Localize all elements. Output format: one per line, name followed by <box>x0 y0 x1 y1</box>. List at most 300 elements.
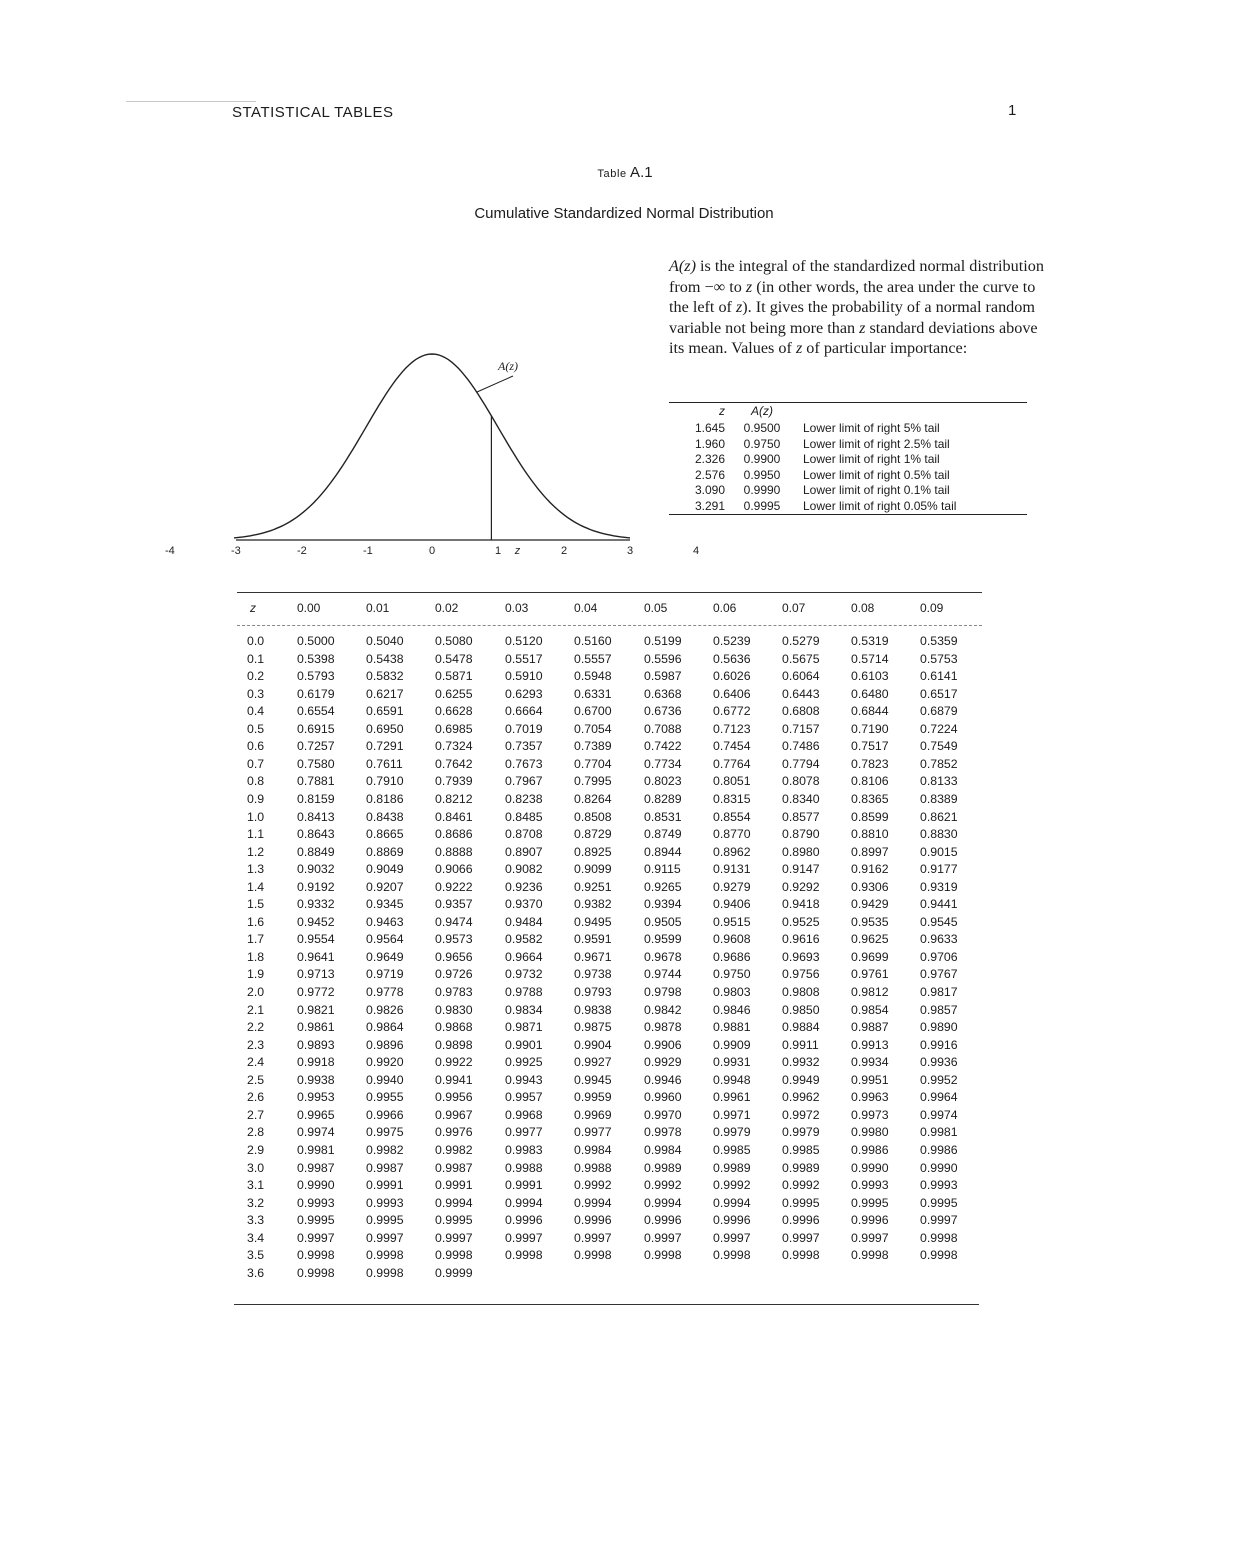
table-cell: 0.9525 <box>782 914 820 929</box>
table-cell: 0.9996 <box>505 1213 543 1228</box>
table-cell: 0.9649 <box>366 949 404 964</box>
table-cell: 0.7257 <box>297 739 335 754</box>
table-cell: 0.9793 <box>574 985 612 999</box>
table-cell: 0.9992 <box>713 1178 751 1193</box>
table-cell: 0.9997 <box>851 1230 889 1245</box>
table-cell: 0.8599 <box>851 809 889 824</box>
table-cell: 0.8264 <box>574 791 612 806</box>
important-a-value: 0.9990 <box>743 483 781 497</box>
row-z-value: 1.5 <box>247 897 265 912</box>
table-cell: 0.8749 <box>644 827 682 842</box>
column-header: 0.01 <box>366 601 390 615</box>
table-cell: 0.5675 <box>782 651 820 666</box>
row-z-value: 0.6 <box>247 739 265 754</box>
table-cell: 0.7642 <box>435 756 473 771</box>
table-cell: 0.9015 <box>920 844 958 859</box>
table-cell: 0.9082 <box>505 862 543 877</box>
table-cell: 0.9998 <box>920 1248 958 1263</box>
table-cell: 0.6103 <box>851 669 889 684</box>
table-cell: 0.9812 <box>851 985 889 999</box>
table-cell: 0.7611 <box>366 756 403 771</box>
table-cell: 0.9943 <box>505 1072 543 1087</box>
table-cell: 0.9998 <box>297 1265 335 1280</box>
row-z-value: 3.1 <box>247 1178 265 1193</box>
table-cell: 0.9292 <box>782 879 820 894</box>
table-cell: 0.9505 <box>644 914 682 929</box>
table-cell: 0.9750 <box>713 967 751 982</box>
table-cell: 0.8554 <box>713 809 751 824</box>
important-values-table <box>669 402 1027 515</box>
table-cell: 0.9582 <box>505 932 543 947</box>
table-cell: 0.9998 <box>644 1248 682 1263</box>
table-cell: 0.9925 <box>505 1055 543 1070</box>
table-cell: 0.7157 <box>782 721 820 736</box>
table-cell: 0.9989 <box>713 1160 751 1175</box>
running-header: STATISTICAL TABLES <box>232 104 394 121</box>
table-cell: 0.8413 <box>297 809 335 824</box>
axis-tick-label: 4 <box>693 545 700 557</box>
table-cell: 0.8365 <box>851 791 889 806</box>
table-cell: 0.9931 <box>713 1055 751 1070</box>
table-cell: 0.9599 <box>644 932 682 947</box>
desc-text-2: (in other words, the area under the curve to the left of <box>669 277 1036 317</box>
important-z-value: 1.645 <box>694 421 725 435</box>
important-a-value: 0.9750 <box>743 436 781 451</box>
table-cell: 0.9994 <box>505 1195 543 1210</box>
table-cell: 0.5832 <box>366 669 404 684</box>
important-z-value: 3.291 <box>669 499 731 515</box>
row-z-value: 2.2 <box>247 1020 265 1035</box>
table-cell: 0.7357 <box>505 739 543 754</box>
table-cell: 0.5279 <box>782 634 820 648</box>
important-value-note: Lower limit of right 5% tail <box>803 421 940 435</box>
table-cell: 0.9817 <box>920 985 958 999</box>
table-cell: 0.7704 <box>574 756 612 771</box>
table-cell: 0.9993 <box>297 1195 335 1210</box>
table-cell: 0.7422 <box>644 739 682 754</box>
table-cell: 0.6591 <box>366 704 404 719</box>
row-z-value: 2.9 <box>247 1142 265 1157</box>
desc-var-1: z <box>745 277 753 296</box>
table-cell: 0.9998 <box>851 1248 889 1263</box>
table-cell: 0.9998 <box>782 1248 820 1263</box>
table-cell: 0.5319 <box>851 634 889 648</box>
table-cell: 0.7823 <box>851 756 889 771</box>
table-cell: 0.9625 <box>851 932 889 947</box>
table-cell: 0.8980 <box>782 844 820 859</box>
table-cell: 0.7852 <box>920 756 958 771</box>
table-cell: 0.9452 <box>297 914 335 929</box>
table-cell: 0.9808 <box>782 985 820 999</box>
table-cell: 0.9495 <box>574 914 612 929</box>
table-cell: 0.9901 <box>505 1037 543 1052</box>
table-cell: 0.8869 <box>366 844 404 859</box>
table-cell: 0.9995 <box>297 1213 335 1228</box>
row-z-value: 0.0 <box>247 634 265 648</box>
column-header: 0.02 <box>435 601 459 615</box>
table-cell: 0.9778 <box>366 985 404 999</box>
table-cell: 0.9936 <box>920 1055 958 1070</box>
table-cell: 0.9564 <box>366 932 404 947</box>
table-cell: 0.9978 <box>644 1125 682 1140</box>
table-cell: 0.9686 <box>713 949 751 964</box>
table-cell: 0.9871 <box>505 1020 543 1035</box>
table-cell: 0.9993 <box>920 1178 958 1193</box>
table-cell: 0.8315 <box>713 791 751 806</box>
table-cell: 0.9990 <box>851 1160 889 1175</box>
desc-var-3: z <box>859 318 866 337</box>
table-cell: 0.9177 <box>920 862 958 877</box>
table-cell: 0.9861 <box>297 1020 335 1035</box>
table-cell: 0.9982 <box>435 1142 473 1157</box>
table-cell: 0.8944 <box>644 844 682 859</box>
row-z-value: 1.8 <box>247 949 265 964</box>
table-cell: 0.5478 <box>435 651 473 666</box>
table-cell: 0.9222 <box>435 879 473 894</box>
table-cell: 0.7517 <box>851 739 889 754</box>
table-cell: 0.9761 <box>851 967 889 982</box>
table-cell: 0.9948 <box>713 1072 751 1087</box>
table-cell: 0.6517 <box>920 686 958 701</box>
row-z-value: 3.6 <box>247 1265 265 1280</box>
table-cell: 0.9997 <box>782 1230 820 1245</box>
table-cell: 0.5910 <box>505 669 543 684</box>
table-cell: 0.9960 <box>644 1090 682 1105</box>
column-header: 0.08 <box>851 601 875 615</box>
axis-tick-label: 2 <box>561 545 568 557</box>
table-cell: 0.5120 <box>505 634 543 648</box>
row-z-value: 2.1 <box>247 1002 265 1017</box>
row-z-value: 1.1 <box>247 827 265 842</box>
table-cell: 0.9922 <box>435 1055 473 1070</box>
table-cell: 0.9854 <box>851 1002 889 1017</box>
table-cell: 0.8708 <box>505 827 543 842</box>
table-cell: 0.9991 <box>435 1178 473 1193</box>
table-cell: 0.7019 <box>505 721 543 736</box>
table-cell: 0.8888 <box>435 844 473 859</box>
table-cell: 0.8078 <box>782 774 820 789</box>
table-cell: 0.5596 <box>644 651 682 666</box>
row-z-value: 1.4 <box>247 879 265 894</box>
page-title: Cumulative Standardized Normal Distribution <box>474 205 774 222</box>
table-cell: 0.9726 <box>435 967 473 982</box>
table-cell: 0.9803 <box>713 985 751 999</box>
table-cell: 0.7454 <box>713 739 751 754</box>
table-cell: 0.9962 <box>782 1090 820 1105</box>
important-values-header <box>669 403 1027 422</box>
table-cell: 0.9382 <box>574 897 612 912</box>
table-cell: 0.9881 <box>713 1020 751 1035</box>
table-cell: 0.9545 <box>920 914 958 929</box>
important-value-note: Lower limit of right 0.1% tail <box>803 483 950 497</box>
row-z-value: 0.4 <box>247 704 265 719</box>
table-cell: 0.9441 <box>920 897 958 912</box>
table-cell: 0.9981 <box>920 1125 958 1140</box>
table-cell: 0.9974 <box>297 1125 335 1140</box>
table-top-rule <box>237 592 982 593</box>
table-cell: 0.9406 <box>713 897 751 912</box>
axis-tick-label: z <box>514 545 521 557</box>
table-cell: 0.9916 <box>920 1037 958 1052</box>
table-cell: 0.9990 <box>920 1160 958 1175</box>
table-cell: 0.9357 <box>435 897 473 912</box>
important-a-value: 0.9950 <box>743 467 781 482</box>
desc-var-4: z <box>795 339 803 358</box>
table-cell: 0.6368 <box>644 686 682 701</box>
table-cell: 0.6736 <box>644 704 682 719</box>
table-cell: 0.9994 <box>644 1195 682 1210</box>
table-cell: 0.9996 <box>574 1213 612 1228</box>
table-cell: 0.6879 <box>920 704 958 719</box>
table-cell: 0.9772 <box>297 985 335 999</box>
table-cell: 0.9032 <box>297 862 335 877</box>
table-cell: 0.9265 <box>644 879 682 894</box>
table-cell: 0.7939 <box>435 774 473 789</box>
header-z: z <box>669 403 731 422</box>
table-cell: 0.9906 <box>644 1037 682 1052</box>
table-cell: 0.9678 <box>644 949 682 964</box>
table-cell: 0.9997 <box>920 1213 958 1228</box>
table-cell: 0.9986 <box>851 1142 889 1157</box>
table-label-number: A.1 <box>626 164 653 181</box>
table-cell: 0.9994 <box>574 1195 612 1210</box>
normal-curve-figure <box>165 340 700 570</box>
table-cell: 0.9996 <box>644 1213 682 1228</box>
table-cell: 0.8508 <box>574 809 612 824</box>
table-cell: 0.8238 <box>505 791 543 806</box>
table-cell: 0.5199 <box>644 634 682 648</box>
description-paragraph <box>669 256 1044 359</box>
column-header: 0.09 <box>920 601 944 615</box>
table-cell: 0.9982 <box>366 1142 404 1157</box>
table-cell: 0.9535 <box>851 914 889 929</box>
table-cell: 0.9394 <box>644 897 682 912</box>
curve-label: A(z) <box>498 359 518 373</box>
table-cell: 0.5987 <box>644 669 682 684</box>
table-cell: 0.9099 <box>574 862 612 877</box>
table-cell: 0.9890 <box>920 1020 958 1035</box>
table-cell: 0.9893 <box>297 1037 335 1052</box>
table-cell: 0.8389 <box>920 791 958 806</box>
table-cell: 0.9940 <box>366 1072 404 1087</box>
table-cell: 0.7910 <box>366 774 404 789</box>
row-z-value: 0.7 <box>247 756 265 771</box>
table-cell: 0.6293 <box>505 686 543 701</box>
table-cell: 0.9997 <box>644 1230 682 1245</box>
row-z-value: 3.5 <box>247 1248 265 1263</box>
important-value-row <box>669 468 1027 484</box>
axis-tick-labels <box>165 545 699 557</box>
table-cell: 0.7291 <box>366 739 404 754</box>
table-cell: 0.7881 <box>297 774 335 789</box>
table-cell: 0.9875 <box>574 1020 612 1035</box>
row-z-value: 2.8 <box>247 1125 265 1140</box>
table-cell: 0.5040 <box>366 634 404 648</box>
table-cell: 0.9608 <box>713 932 751 947</box>
table-cell: 0.9207 <box>366 879 404 894</box>
table-cell: 0.9251 <box>574 879 612 894</box>
table-cell: 0.9131 <box>713 862 751 877</box>
table-cell: 0.8729 <box>574 827 612 842</box>
axis-tick-label: 1 <box>495 545 502 557</box>
table-cell: 0.6950 <box>366 721 404 736</box>
table-cell: 0.7054 <box>574 721 612 736</box>
page-number: 1 <box>1008 102 1017 119</box>
table-cell: 0.8849 <box>297 844 335 859</box>
table-cell: 0.9904 <box>574 1037 612 1052</box>
table-cell: 0.9429 <box>851 897 889 912</box>
table-cell: 0.8830 <box>920 827 958 842</box>
table-cell: 0.9979 <box>713 1125 751 1140</box>
axis-tick-label: -4 <box>165 545 175 557</box>
table-cell: 0.9997 <box>366 1230 404 1245</box>
important-value-note: Lower limit of right 0.05% tail <box>793 499 1027 515</box>
row-z-value: 3.2 <box>247 1195 265 1210</box>
row-z-value: 3.3 <box>247 1213 265 1228</box>
table-cell: 0.9920 <box>366 1055 404 1070</box>
desc-var-2: z <box>735 298 743 317</box>
table-cell: 0.9997 <box>574 1230 612 1245</box>
table-cell: 0.9956 <box>435 1090 473 1105</box>
table-cell: 0.6915 <box>297 721 335 736</box>
table-cell: 0.9857 <box>920 1002 958 1017</box>
table-cell: 0.9671 <box>574 949 612 964</box>
important-value-row <box>669 499 1027 515</box>
table-cell: 0.9988 <box>505 1160 543 1175</box>
table-cell: 0.9992 <box>574 1178 612 1193</box>
table-cell: 0.9996 <box>713 1213 751 1228</box>
table-cell: 0.9996 <box>851 1213 889 1228</box>
table-cell: 0.7324 <box>435 739 473 754</box>
table-cell: 0.9995 <box>782 1195 820 1210</box>
table-cell: 0.9955 <box>366 1090 404 1105</box>
table-cell: 0.9864 <box>366 1020 404 1035</box>
table-cell: 0.9988 <box>574 1160 612 1175</box>
important-z-value: 1.960 <box>694 436 725 451</box>
column-header: 0.03 <box>505 601 529 615</box>
table-cell: 0.8907 <box>505 844 543 859</box>
table-cell: 0.9993 <box>366 1195 404 1210</box>
table-cell: 0.9985 <box>713 1142 751 1157</box>
table-cell: 0.6480 <box>851 686 889 701</box>
table-cell: 0.9821 <box>297 1002 335 1017</box>
column-header: z <box>250 601 256 615</box>
row-z-value: 1.7 <box>247 932 265 947</box>
row-z-value: 0.9 <box>247 791 265 806</box>
table-cell: 0.9656 <box>435 949 473 964</box>
table-cell: 0.9573 <box>435 932 473 947</box>
table-cell: 0.9992 <box>782 1178 820 1193</box>
table-cell: 0.9994 <box>435 1195 473 1210</box>
table-cell: 0.9981 <box>297 1142 335 1157</box>
table-cell: 0.9049 <box>366 862 404 877</box>
table-cell: 0.7734 <box>644 756 682 771</box>
table-cell: 0.9878 <box>644 1020 682 1035</box>
table-cell: 0.5753 <box>920 651 958 666</box>
table-cell: 0.8212 <box>435 791 473 806</box>
table-cell: 0.9980 <box>851 1125 889 1140</box>
table-cell: 0.8438 <box>366 809 404 824</box>
table-cell: 0.6217 <box>366 686 404 701</box>
table-cell: 0.9996 <box>782 1213 820 1228</box>
important-value-note: Lower limit of right 0.5% tail <box>803 467 950 482</box>
axis-tick-label: -2 <box>297 545 307 557</box>
table-cell: 0.9887 <box>851 1020 889 1035</box>
table-cell: 0.9973 <box>851 1107 889 1122</box>
axis-tick-label: -1 <box>363 545 373 557</box>
table-cell: 0.9959 <box>574 1090 612 1105</box>
table-cell: 0.9995 <box>366 1213 404 1228</box>
table-cell: 0.8340 <box>782 791 820 806</box>
table-cell: 0.8770 <box>713 827 751 842</box>
table-cell: 0.9986 <box>920 1142 958 1157</box>
table-cell: 0.9842 <box>644 1002 682 1017</box>
table-cell: 0.9957 <box>505 1090 543 1105</box>
table-cell: 0.9966 <box>366 1107 404 1122</box>
table-cell: 0.5793 <box>297 669 335 684</box>
column-header: 0.06 <box>713 601 737 615</box>
table-cell: 0.8159 <box>297 791 335 806</box>
table-cell: 0.6554 <box>297 704 335 719</box>
table-cell: 0.9977 <box>505 1125 543 1140</box>
table-cell: 0.8186 <box>366 791 404 806</box>
table-cell: 0.9913 <box>851 1037 889 1052</box>
table-cell: 0.9616 <box>782 932 820 947</box>
row-z-value: 1.6 <box>247 914 265 929</box>
table-cell: 0.9998 <box>435 1248 473 1263</box>
column-header: 0.07 <box>782 601 806 615</box>
desc-fn: A(z) <box>669 257 696 275</box>
table-cell: 0.9983 <box>505 1142 543 1157</box>
table-cell: 0.9989 <box>644 1160 682 1175</box>
table-cell: 0.9693 <box>782 949 820 964</box>
header-rule <box>126 101 256 102</box>
table-cell: 0.8133 <box>920 774 958 789</box>
table-cell: 0.9484 <box>505 914 543 929</box>
important-z-value: 2.326 <box>694 452 725 466</box>
row-z-value: 0.1 <box>247 651 265 666</box>
table-cell: 0.8790 <box>782 827 820 842</box>
row-z-value: 0.8 <box>247 774 265 789</box>
axis-tick-label: 0 <box>429 545 436 557</box>
table-cell: 0.9997 <box>435 1230 473 1245</box>
row-z-value: 0.3 <box>247 686 265 701</box>
table-cell: 0.7224 <box>920 721 958 736</box>
table-cell: 0.8665 <box>366 827 404 842</box>
table-cell: 0.8531 <box>644 809 682 824</box>
important-z-value: 2.576 <box>694 467 725 482</box>
table-cell: 0.8485 <box>505 809 543 824</box>
table-cell: 0.6628 <box>435 704 473 719</box>
table-cell: 0.8810 <box>851 827 889 842</box>
table-cell: 0.9909 <box>713 1037 751 1052</box>
axis-tick-label: -3 <box>231 545 241 557</box>
table-cell: 0.9963 <box>851 1090 889 1105</box>
table-cell: 0.6443 <box>782 686 820 701</box>
row-z-value: 1.2 <box>247 844 265 859</box>
table-cell: 0.9783 <box>435 985 473 999</box>
table-cell: 0.7995 <box>574 774 612 789</box>
table-cell: 0.9999 <box>435 1265 473 1280</box>
row-z-value: 0.5 <box>247 721 265 736</box>
table-cell: 0.9998 <box>574 1248 612 1263</box>
table-cell: 0.6844 <box>851 704 889 719</box>
table-cell: 0.9997 <box>505 1230 543 1245</box>
table-cell: 0.9961 <box>713 1090 751 1105</box>
table-cell: 0.9938 <box>297 1072 335 1087</box>
important-a-value: 0.9500 <box>743 421 781 435</box>
table-cell: 0.9418 <box>782 897 820 912</box>
